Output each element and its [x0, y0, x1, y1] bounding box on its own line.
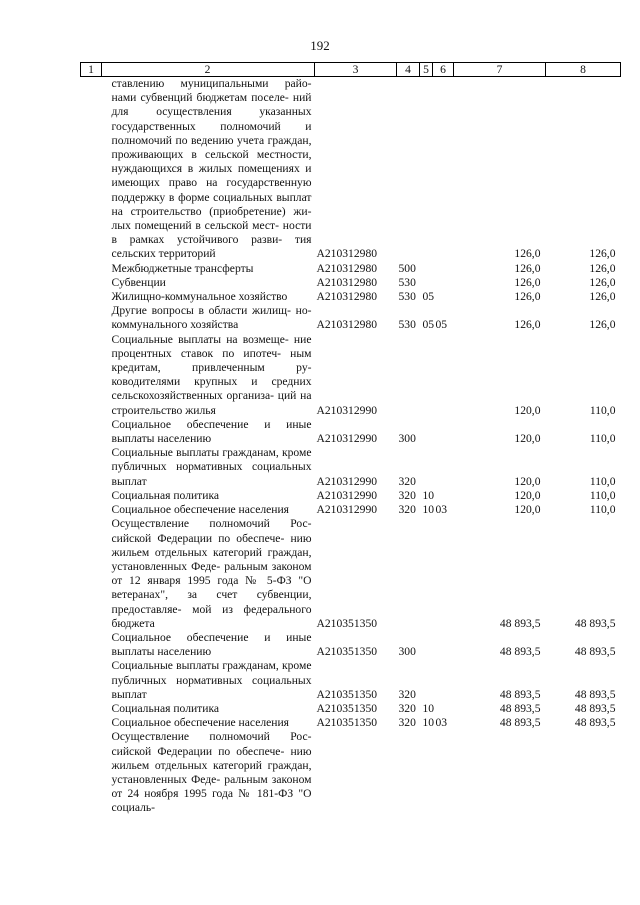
row-description	[81, 418, 315, 446]
page-number: 192	[310, 38, 330, 53]
amount-year-1: 126,0	[514, 318, 541, 332]
column-header-2: 2	[204, 63, 211, 76]
amount-year-1	[454, 730, 546, 815]
section-code: 10	[422, 488, 435, 502]
description-line: выплаты населению	[111, 645, 212, 659]
description-line: ральным законом от 24 ноября	[111, 772, 312, 801]
subsection-code	[433, 77, 454, 262]
row-description	[81, 77, 315, 262]
amount-year-1: 120,0	[514, 403, 541, 417]
description-line: ральным законом от 12 января	[111, 559, 312, 588]
description-line: государственную поддержку в	[111, 176, 312, 204]
classification-code: A210351350	[316, 701, 378, 715]
amount-year-1: 126,0	[514, 261, 541, 275]
table-row	[81, 276, 621, 290]
row-description	[81, 659, 315, 702]
amount-year-1: 120,0	[514, 503, 541, 517]
description-line: ние процентных ставок по ипотеч-	[111, 332, 312, 360]
table-row	[81, 446, 621, 489]
row-description	[81, 716, 315, 730]
classification-code: A210312980	[316, 275, 378, 289]
table-row	[81, 262, 621, 276]
amount-year-2: 126,0	[589, 275, 616, 289]
amount-year-2: 110,0	[589, 488, 616, 502]
table-row	[81, 716, 621, 730]
description-line: выплаты населению	[111, 432, 212, 446]
table-header	[81, 63, 621, 77]
description-line: Осуществление полномочий Рос-	[111, 730, 312, 744]
section-code	[420, 730, 433, 815]
table-row	[81, 503, 621, 517]
description-line: помещениях и имеющих право на	[111, 162, 312, 190]
row-description	[81, 503, 315, 517]
row-description	[81, 517, 315, 631]
section-code	[420, 631, 433, 659]
description-line: ций на строительство жилья	[111, 389, 312, 417]
description-line: строительство (приобретение) жи-	[130, 204, 312, 218]
row-description	[81, 262, 315, 276]
subsection-code	[433, 290, 454, 304]
description-line: 1995 года № 5-ФЗ "О ветеранах",	[111, 574, 312, 602]
amount-year-1: 48 893,5	[499, 701, 541, 715]
amount-year-1: 126,0	[514, 247, 541, 261]
column-number-row	[81, 63, 621, 77]
description-line: Субвенции	[111, 275, 166, 289]
column-header-6: 6	[433, 63, 454, 77]
description-line: Осуществление полномочий Рос-	[111, 517, 312, 531]
row-description	[81, 446, 315, 489]
row-description	[81, 631, 315, 659]
column-header-3: 3	[315, 63, 397, 77]
expense-type-code: 320	[398, 503, 416, 517]
row-description	[81, 276, 315, 290]
classification-code: A210312990	[316, 403, 378, 417]
amount-year-2: 126,0	[589, 247, 616, 261]
table-row	[81, 631, 621, 659]
description-line: Социальные выплаты на возмеще-	[111, 332, 289, 346]
subsection-code	[433, 631, 454, 659]
description-line: Социальное обеспечение и иные	[111, 630, 312, 644]
amount-year-2: 126,0	[589, 290, 616, 304]
amount-year-1: 48 893,5	[499, 687, 541, 701]
subsection-code	[433, 730, 454, 815]
amount-year-2: 110,0	[589, 403, 616, 417]
classification-code: A210312990	[316, 488, 378, 502]
budget-table	[80, 62, 621, 816]
table-row	[81, 702, 621, 716]
amount-year-2: 110,0	[589, 503, 616, 517]
description-line: 1995 года № 181-ФЗ "О социаль-	[111, 787, 312, 815]
amount-year-2: 110,0	[589, 432, 616, 446]
description-line: сийской Федерации по обеспече-	[111, 744, 285, 758]
description-line: Жилищно-коммунальное хозяйство	[111, 290, 288, 304]
description-line: нию жильем отдельных категорий	[111, 744, 312, 772]
classification-code: A210312990	[316, 432, 378, 446]
expense-type-code	[397, 517, 420, 631]
amount-year-1: 126,0	[514, 290, 541, 304]
section-code: 05	[422, 290, 435, 304]
amount-year-1: 120,0	[514, 474, 541, 488]
row-description	[81, 333, 315, 418]
description-line: Межбюджетные трансферты	[111, 261, 254, 275]
subsection-code	[433, 659, 454, 702]
column-header-4: 4	[397, 63, 420, 77]
section-code	[420, 77, 433, 262]
description-line: Социальная политика	[111, 488, 220, 502]
subsection-code	[433, 276, 454, 290]
classification-code: A210312980	[316, 318, 378, 332]
description-line: мой из федерального бюджета	[111, 602, 312, 630]
classification-code: A210312980	[316, 247, 378, 261]
amount-year-1: 120,0	[514, 488, 541, 502]
row-description	[81, 730, 315, 815]
amount-year-2: 48 893,5	[574, 645, 616, 659]
subsection-code: 03	[435, 716, 448, 730]
description-line: ставлению муниципальными райо-	[111, 77, 312, 90]
expense-type-code	[397, 730, 420, 815]
classification-code: A210351350	[316, 687, 378, 701]
description-line: Социальные выплаты гражданам,	[111, 446, 279, 460]
description-line: государственных полномочий и	[111, 119, 312, 133]
classification-code: A210312980	[316, 290, 378, 304]
expense-type-code: 320	[398, 687, 416, 701]
expense-type-code: 530	[398, 290, 416, 304]
subsection-code: 03	[435, 503, 448, 517]
description-line: ности в рамках устойчивого разви-	[111, 219, 312, 247]
column-header-1-2	[81, 63, 315, 77]
classification-code: A210312990	[316, 474, 378, 488]
description-line: Социальные выплаты гражданам,	[111, 659, 279, 673]
description-line: местности, нуждающихся в жилых	[111, 148, 312, 176]
amount-year-2: 110,0	[589, 474, 616, 488]
description-line: граждан, установленных Феде-	[111, 758, 312, 786]
row-description	[81, 702, 315, 716]
description-line: Социальное обеспечение населения	[111, 503, 290, 517]
subsection-code: 05	[435, 318, 448, 332]
table-row	[81, 659, 621, 702]
description-line: граждан, установленных Феде-	[111, 545, 312, 573]
column-header-1: 1	[88, 63, 94, 76]
subsection-code	[433, 262, 454, 276]
description-line: тия сельских территорий	[111, 233, 312, 261]
column-header-8: 8	[546, 63, 621, 77]
amount-year-1: 126,0	[514, 275, 541, 289]
description-line: сельскохозяйственных организа-	[111, 389, 274, 403]
description-line: социальных выплат	[111, 460, 312, 488]
expense-type-code: 320	[398, 488, 416, 502]
table-row	[81, 489, 621, 503]
section-code	[420, 262, 433, 276]
amount-year-2: 126,0	[589, 261, 616, 275]
classification-code: A210312990	[316, 503, 378, 517]
description-line: кроме публичных нормативных	[111, 446, 312, 474]
subsection-code	[433, 333, 454, 418]
column-header-5: 5	[420, 63, 433, 77]
amount-year-2: 48 893,5	[574, 687, 616, 701]
section-code	[420, 333, 433, 418]
description-line: кроме публичных нормативных	[111, 659, 312, 687]
section-code	[420, 418, 433, 446]
classification-code: A210351350	[316, 645, 378, 659]
description-line: за счет субвенции, предоставляе-	[111, 588, 312, 616]
expense-type-code: 530	[398, 318, 416, 332]
description-line: нами субвенций бюджетам поселе-	[111, 91, 289, 105]
expense-type-code: 300	[398, 432, 416, 446]
expense-type-code: 320	[398, 474, 416, 488]
amount-year-1: 48 893,5	[499, 616, 541, 630]
description-line: граждан, проживающих в сельской	[111, 133, 312, 162]
column-header-7: 7	[454, 63, 546, 77]
amount-year-1: 48 893,5	[499, 645, 541, 659]
description-line: лых помещений в сельской мест-	[111, 219, 279, 233]
section-code: 10	[422, 503, 435, 517]
table-row	[81, 333, 621, 418]
description-line: форме социальных выплат на	[111, 190, 312, 218]
description-line: социальных выплат	[111, 673, 312, 701]
amount-year-2: 126,0	[589, 318, 616, 332]
table-row	[81, 290, 621, 304]
amount-year-2: 48 893,5	[574, 616, 616, 630]
description-line: ным кредитам, привлеченным ру-	[111, 346, 312, 375]
expense-type-code: 530	[398, 275, 416, 289]
table-row	[81, 730, 621, 815]
section-code	[420, 659, 433, 702]
section-code	[420, 446, 433, 489]
amount-year-2: 48 893,5	[574, 701, 616, 715]
table-row	[81, 517, 621, 631]
section-code: 10	[422, 701, 435, 715]
description-line: нию жильем отдельных категорий	[111, 531, 312, 559]
table-row	[81, 77, 621, 262]
description-line: ководителями крупных и средних	[111, 375, 312, 389]
description-line: сийской Федерации по обеспече-	[111, 531, 285, 545]
description-line: Социальное обеспечение населения	[111, 716, 290, 730]
subsection-code	[433, 418, 454, 446]
subsection-code	[433, 702, 454, 716]
section-code: 10	[422, 716, 435, 730]
expense-type-code	[397, 77, 420, 262]
section-code	[420, 517, 433, 631]
table-row	[81, 304, 621, 332]
description-line: Социальное обеспечение и иные	[111, 417, 312, 431]
subsection-code	[433, 489, 454, 503]
classification-code: A210351350	[316, 616, 378, 630]
description-line: Другие вопросы в области жилищ-	[111, 304, 291, 318]
description-line: ний для осуществления указанных	[111, 91, 312, 119]
table-row	[81, 418, 621, 446]
subsection-code	[433, 446, 454, 489]
classification-code	[315, 730, 397, 815]
classification-code: A210351350	[316, 716, 378, 730]
amount-year-2: 48 893,5	[574, 716, 616, 730]
expense-type-code: 500	[398, 261, 416, 275]
description-line: Социальная политика	[111, 701, 220, 715]
expense-type-code: 300	[398, 645, 416, 659]
expense-type-code	[397, 333, 420, 418]
subsection-code	[433, 517, 454, 631]
row-description	[81, 290, 315, 304]
description-line: полномочий по ведению учета	[111, 133, 265, 147]
expense-type-code: 320	[398, 701, 416, 715]
row-description	[81, 304, 315, 332]
section-code: 05	[422, 318, 435, 332]
row-description	[81, 489, 315, 503]
classification-code: A210312980	[316, 261, 378, 275]
section-code	[420, 276, 433, 290]
amount-year-1: 48 893,5	[499, 716, 541, 730]
table-body	[81, 77, 621, 816]
expense-type-code: 320	[398, 716, 416, 730]
description-line: но-коммунального хозяйства	[111, 304, 312, 332]
amount-year-2	[546, 730, 621, 815]
amount-year-1: 120,0	[514, 432, 541, 446]
